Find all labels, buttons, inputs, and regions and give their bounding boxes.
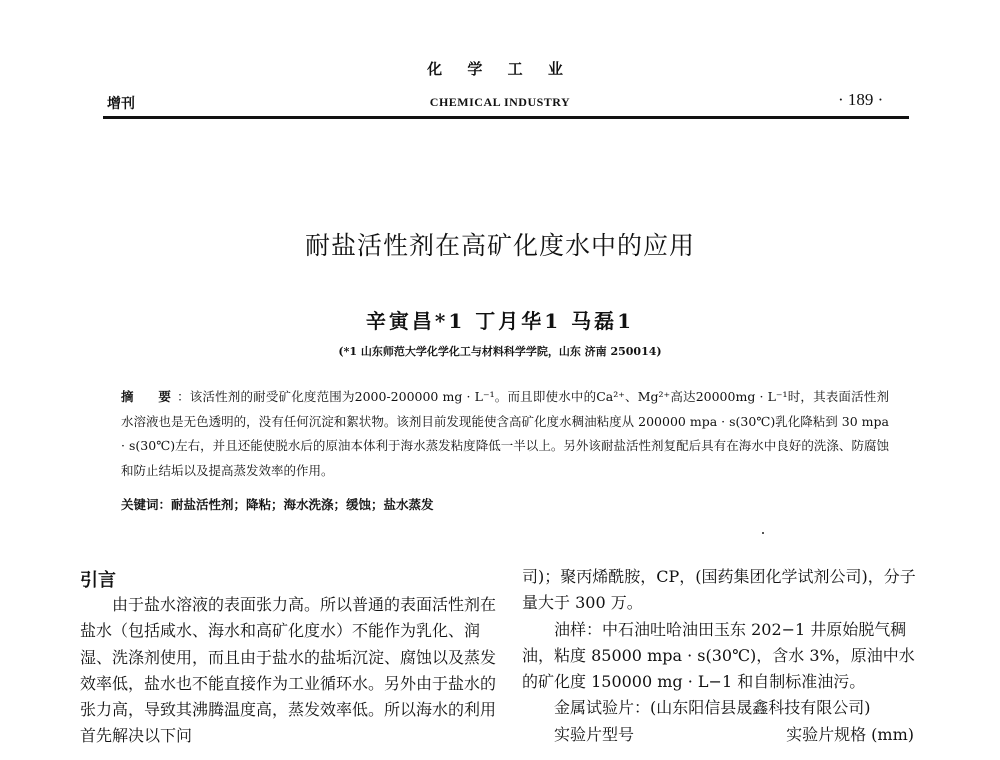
journal-title-cn: 化 学 工 业 <box>427 60 573 78</box>
right-column <box>522 564 922 748</box>
abstract <box>121 385 889 483</box>
metal-coupon-paragraph: 金属试验片：(山东阳信县晟鑫科技有限公司) <box>554 698 871 718</box>
abstract-text: ：该活性剂的耐受矿化度范围为2000-200000 mg · L⁻¹。而且即使水中的Ca²⁺、Mg²⁺高达20000mg · L⁻¹时，其表面活性剂水溶液也是无色透明的，没有任何沉淀和絮状物。该剂目前发现能使含高矿化度水稠油粘度从 200000 mpa · s(30℃)乳化降粘到 30 mpa · s(30℃)左右，并且还能使脱水后的原油本体利于海水蒸发粘度降低一半以上。另外该耐盐活性剂复配后具有在海水中良好的洗涤、防腐蚀和防止结垢以及提高蒸发效率的作用。 <box>121 389 889 478</box>
coupon-size-label: 实验片规格 (mm) <box>786 724 914 744</box>
issue-label: 增刊 <box>107 96 135 112</box>
header-rule <box>103 116 909 119</box>
coupon-spec-header <box>522 722 922 748</box>
reagent-paragraph: 司)；聚丙烯酰胺，CP，(国药集团化学试剂公司)，分子量大于 300 万。 <box>522 567 916 613</box>
section-heading-introduction: 引言 <box>80 570 116 591</box>
keywords-label: 关键词： <box>121 497 172 512</box>
article-title: 耐盐活性剂在高矿化度水中的应用 <box>304 231 695 260</box>
left-column <box>80 592 500 750</box>
oil-sample-paragraph: 油样：中石油吐哈油田玉东 202−1 井原始脱气稠油，粘度 85000 mpa · s(30℃)，含水 3%，原油中水的矿化度 150000 mg · L−1 和自制标准油污。 <box>522 619 915 692</box>
intro-paragraph: 由于盐水溶液的表面张力高。所以普通的表面活性剂在盐水（包括咸水、海水和高矿化度水）不能作为乳化、润湿、洗涤剂使用，而且由于盐水的盐垢沉淀、腐蚀以及蒸发效率低，盐水也不能直接作为工业循环水。另外由于盐水的张力高，导致其沸腾温度高，蒸发效率低。所以海水的利用首先解决以下问 <box>80 595 497 746</box>
scan-speck <box>762 532 764 534</box>
affiliation: (*1 山东师范大学化学化工与材料科学学院，山东 济南 250014) <box>338 345 662 358</box>
journal-title-en: CHEMICAL INDUSTRY <box>429 95 571 109</box>
author-list: 辛寅昌*1 丁月华1 马磊1 <box>365 309 635 333</box>
keywords-text: 耐盐活性剂；降粘；海水洗涤；缓蚀；盐水蒸发 <box>171 497 434 512</box>
page-number: · 189 · <box>838 90 884 109</box>
coupon-model-label: 实验片型号 <box>554 724 635 744</box>
keywords <box>121 495 434 513</box>
abstract-label: 摘 要 <box>121 389 178 404</box>
